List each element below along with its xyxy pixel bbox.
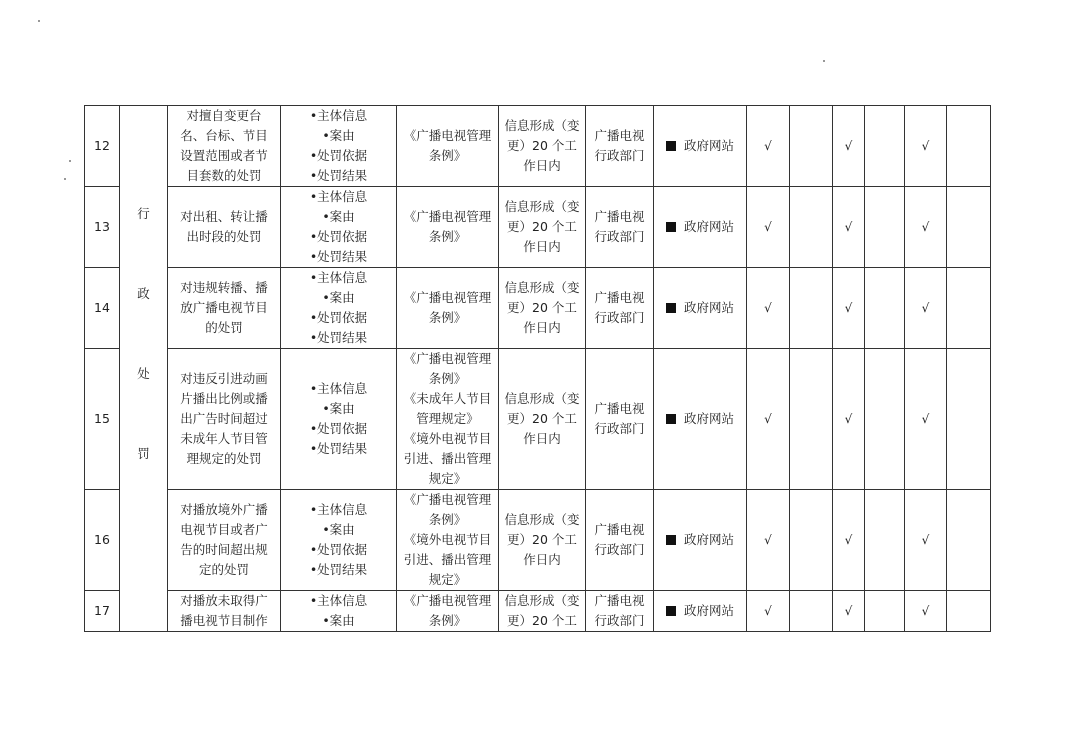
basis-line: 《广播电视管理 (403, 128, 492, 143)
disclosure-time (499, 490, 586, 591)
disclosure-content (281, 268, 397, 349)
item-line: 对擅自变更台 (186, 108, 262, 123)
basis-line: 规定》 (428, 471, 467, 486)
responsible-dept (586, 490, 654, 591)
check-mark: √ (747, 349, 790, 490)
basis-line: 《广播电视管理 (403, 492, 492, 507)
table-row (85, 349, 991, 490)
basis-line: 《境外电视节目 (403, 532, 492, 547)
scan-speck (823, 60, 825, 62)
content-line: •案由 (322, 209, 355, 224)
time-line: 信息形成（变 (504, 199, 580, 214)
disclosure-time (499, 106, 586, 187)
item-line: 放广播电视节目 (180, 300, 268, 315)
dept-line: 广播电视 (594, 401, 645, 416)
time-line: 作日内 (523, 239, 561, 254)
check-mark: √ (905, 349, 947, 490)
scan-speck (69, 160, 71, 162)
disclosure-time (499, 268, 586, 349)
item-line: 对违规转播、播 (180, 280, 268, 295)
empty-cell (947, 349, 991, 490)
time-line: 信息形成（变 (504, 512, 580, 527)
empty-cell (865, 187, 905, 268)
check-mark: √ (747, 591, 790, 632)
item-name (168, 268, 281, 349)
item-line: 对播放未取得广 (180, 593, 268, 608)
time-line: 作日内 (523, 320, 561, 335)
empty-cell (947, 591, 991, 632)
empty-cell (865, 591, 905, 632)
content-line: •处罚结果 (309, 330, 368, 345)
empty-cell (790, 187, 833, 268)
check-mark: √ (747, 268, 790, 349)
disclosure-channel (654, 268, 747, 349)
time-line: 信息形成（变 (504, 280, 580, 295)
legal-basis (397, 106, 499, 187)
item-line: 未成年人节目管 (180, 431, 268, 446)
item-name (168, 106, 281, 187)
basis-line: 《广播电视管理 (403, 593, 492, 608)
channel-label: 政府网站 (683, 603, 734, 618)
item-line: 目套数的处罚 (186, 168, 262, 183)
item-line: 电视节目或者广 (180, 522, 268, 537)
disclosure-channel (654, 591, 747, 632)
empty-cell (947, 490, 991, 591)
content-line: •案由 (322, 522, 355, 537)
basis-line: 条例》 (428, 229, 467, 244)
item-line: 出广告时间超过 (180, 411, 268, 426)
category-char: 处 (137, 366, 150, 381)
disclosure-channel (654, 106, 747, 187)
table-row (85, 106, 991, 187)
time-line: 作日内 (523, 158, 561, 173)
content-line: •处罚结果 (309, 441, 368, 456)
row-number: 16 (85, 490, 120, 591)
item-line: 告的时间超出规 (180, 542, 268, 557)
disclosure-table (84, 105, 991, 632)
time-line: 信息形成（变 (504, 118, 580, 133)
responsible-dept (586, 591, 654, 632)
empty-cell (865, 106, 905, 187)
responsible-dept (586, 187, 654, 268)
basis-line: 条例》 (428, 148, 467, 163)
disclosure-channel (654, 490, 747, 591)
check-mark: √ (905, 268, 947, 349)
filled-square-icon (666, 303, 676, 313)
content-line: •主体信息 (309, 593, 368, 608)
check-mark: √ (747, 106, 790, 187)
content-line: •案由 (322, 613, 355, 628)
time-line: 更）20 个工 (507, 219, 577, 234)
disclosure-channel (654, 349, 747, 490)
content-line: •处罚依据 (309, 542, 368, 557)
empty-cell (947, 268, 991, 349)
time-line: 更）20 个工 (507, 532, 577, 547)
responsible-dept (586, 268, 654, 349)
responsible-dept (586, 349, 654, 490)
item-line: 理规定的处罚 (186, 451, 262, 466)
row-number: 15 (85, 349, 120, 490)
empty-cell (790, 490, 833, 591)
dept-line: 广播电视 (594, 128, 645, 143)
content-line: •处罚结果 (309, 562, 368, 577)
disclosure-time (499, 349, 586, 490)
filled-square-icon (666, 141, 676, 151)
time-line: 更）20 个工 (507, 411, 577, 426)
time-line: 作日内 (523, 552, 561, 567)
disclosure-content (281, 490, 397, 591)
filled-square-icon (666, 535, 676, 545)
content-line: •主体信息 (309, 270, 368, 285)
content-line: •主体信息 (309, 108, 368, 123)
content-line: •处罚依据 (309, 421, 368, 436)
filled-square-icon (666, 222, 676, 232)
empty-cell (865, 268, 905, 349)
item-line: 名、台标、节目 (180, 128, 268, 143)
empty-cell (790, 106, 833, 187)
row-number: 17 (85, 591, 120, 632)
basis-line: 条例》 (428, 371, 467, 386)
item-name (168, 187, 281, 268)
content-line: •主体信息 (309, 381, 368, 396)
disclosure-channel (654, 187, 747, 268)
legal-basis (397, 591, 499, 632)
empty-cell (790, 349, 833, 490)
dept-line: 广播电视 (594, 593, 645, 608)
dept-line: 行政部门 (594, 421, 645, 436)
row-number: 13 (85, 187, 120, 268)
check-mark: √ (747, 187, 790, 268)
table-row (85, 187, 991, 268)
empty-cell (790, 591, 833, 632)
dept-line: 广播电视 (594, 522, 645, 537)
time-line: 信息形成（变 (504, 593, 580, 608)
content-line: •处罚依据 (309, 148, 368, 163)
category-text (122, 106, 165, 464)
content-line: •主体信息 (309, 502, 368, 517)
row-number: 14 (85, 268, 120, 349)
check-mark: √ (833, 268, 865, 349)
item-line: 定的处罚 (198, 562, 249, 577)
basis-line: 《未成年人节目 (403, 391, 492, 406)
content-line: •案由 (322, 128, 355, 143)
channel-label: 政府网站 (683, 219, 734, 234)
check-mark: √ (905, 490, 947, 591)
filled-square-icon (666, 414, 676, 424)
basis-line: 规定》 (428, 572, 467, 587)
empty-cell (947, 187, 991, 268)
category-char: 政 (137, 286, 150, 301)
basis-line: 《广播电视管理 (403, 351, 492, 366)
empty-cell (790, 268, 833, 349)
dept-line: 广播电视 (594, 209, 645, 224)
content-line: •处罚依据 (309, 310, 368, 325)
content-line: •处罚依据 (309, 229, 368, 244)
disclosure-content (281, 187, 397, 268)
disclosure-time (499, 591, 586, 632)
dept-line: 行政部门 (594, 229, 645, 244)
time-line: 作日内 (523, 431, 561, 446)
row-number: 12 (85, 106, 120, 187)
channel-label: 政府网站 (683, 411, 734, 426)
disclosure-content (281, 106, 397, 187)
item-line: 对出租、转让播 (180, 209, 268, 224)
category-cell (120, 106, 168, 632)
empty-cell (865, 349, 905, 490)
time-line: 更）20 个工 (507, 300, 577, 315)
disclosure-content (281, 591, 397, 632)
check-mark: √ (833, 490, 865, 591)
item-name (168, 490, 281, 591)
item-line: 对违反引进动画 (180, 371, 268, 386)
dept-line: 行政部门 (594, 542, 645, 557)
legal-basis (397, 268, 499, 349)
basis-line: 《广播电视管理 (403, 290, 492, 305)
check-mark: √ (833, 591, 865, 632)
item-name (168, 591, 281, 632)
item-name (168, 349, 281, 490)
check-mark: √ (833, 349, 865, 490)
legal-basis (397, 349, 499, 490)
dept-line: 行政部门 (594, 148, 645, 163)
dept-line: 行政部门 (594, 310, 645, 325)
category-char: 罚 (137, 446, 150, 461)
basis-line: 条例》 (428, 512, 467, 527)
basis-line: 管理规定》 (416, 411, 479, 426)
item-line: 对播放境外广播 (180, 502, 268, 517)
channel-label: 政府网站 (683, 300, 734, 315)
time-line: 更）20 个工 (507, 613, 577, 628)
scan-speck (64, 178, 66, 180)
empty-cell (947, 106, 991, 187)
check-mark: √ (905, 591, 947, 632)
empty-cell (865, 490, 905, 591)
table-row (85, 268, 991, 349)
time-line: 更）20 个工 (507, 138, 577, 153)
content-line: •主体信息 (309, 189, 368, 204)
time-line: 信息形成（变 (504, 391, 580, 406)
content-line: •处罚结果 (309, 249, 368, 264)
basis-line: 引进、播出管理 (403, 552, 492, 567)
legal-basis (397, 490, 499, 591)
scan-speck (38, 20, 40, 22)
item-line: 设置范围或者节 (180, 148, 268, 163)
disclosure-time (499, 187, 586, 268)
table-row (85, 490, 991, 591)
item-line: 片播出比例或播 (180, 391, 268, 406)
channel-label: 政府网站 (683, 532, 734, 547)
filled-square-icon (666, 606, 676, 616)
check-mark: √ (905, 106, 947, 187)
content-line: •处罚结果 (309, 168, 368, 183)
table-row (85, 591, 991, 632)
item-line: 出时段的处罚 (186, 229, 262, 244)
check-mark: √ (833, 106, 865, 187)
check-mark: √ (833, 187, 865, 268)
item-line: 的处罚 (205, 320, 243, 335)
basis-line: 条例》 (428, 613, 467, 628)
check-mark: √ (905, 187, 947, 268)
disclosure-content (281, 349, 397, 490)
basis-line: 条例》 (428, 310, 467, 325)
legal-basis (397, 187, 499, 268)
check-mark: √ (747, 490, 790, 591)
content-line: •案由 (322, 290, 355, 305)
dept-line: 行政部门 (594, 613, 645, 628)
channel-label: 政府网站 (683, 138, 734, 153)
responsible-dept (586, 106, 654, 187)
basis-line: 《广播电视管理 (403, 209, 492, 224)
basis-line: 引进、播出管理 (403, 451, 492, 466)
content-line: •案由 (322, 401, 355, 416)
item-line: 播电视节目制作 (180, 613, 268, 628)
basis-line: 《境外电视节目 (403, 431, 492, 446)
category-char: 行 (137, 206, 150, 221)
dept-line: 广播电视 (594, 290, 645, 305)
